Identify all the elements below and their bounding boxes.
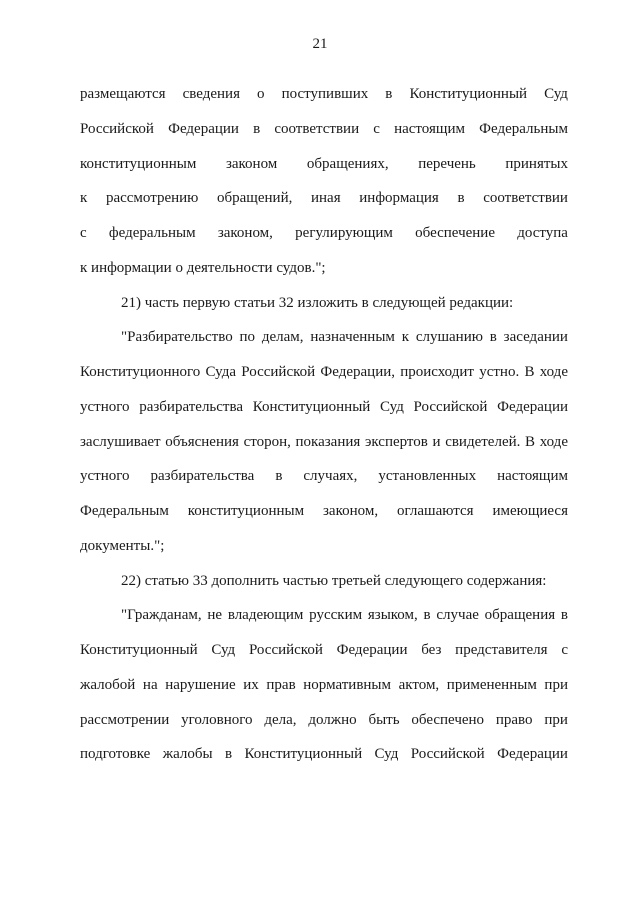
word: "Гражданам,: [121, 607, 202, 624]
text-line: [80, 257, 568, 279]
word: настоящим: [497, 468, 568, 485]
word: сведения: [182, 86, 240, 102]
word: в: [457, 190, 465, 207]
word: делам,: [261, 329, 304, 346]
word: уголовного: [181, 711, 253, 728]
word: имеющиеся: [492, 503, 568, 519]
word: конституционным: [80, 155, 197, 172]
word: с: [373, 120, 380, 137]
word: в: [225, 746, 233, 763]
word: Федеральным: [479, 120, 568, 137]
word: актом,: [398, 676, 440, 693]
text-line: [121, 604, 568, 626]
word: Суд: [211, 642, 236, 658]
text-line: [80, 222, 568, 244]
word: информация: [359, 190, 439, 207]
word: Российской: [241, 364, 316, 380]
word: обращений,: [217, 190, 293, 207]
text-line: [80, 153, 568, 175]
word: рассмотрению: [105, 190, 199, 207]
text-line: [80, 709, 568, 731]
word: заседании: [503, 329, 568, 346]
word: объяснения: [165, 433, 239, 450]
word: дела,: [264, 711, 297, 728]
word: Федерации: [168, 120, 239, 137]
word: Суд: [374, 746, 399, 763]
word: устно.: [479, 364, 520, 380]
word: законом,: [217, 225, 273, 241]
word: Суда: [205, 364, 236, 380]
word: языком,: [367, 607, 418, 624]
word: экспертов: [364, 433, 428, 450]
text-line: [80, 674, 568, 696]
word: поступивших: [281, 86, 369, 102]
word: Конституционного: [80, 364, 201, 380]
word: сторон,: [243, 433, 291, 450]
word: нарушение: [165, 676, 236, 693]
word: обращения: [484, 607, 556, 624]
text-line: [80, 431, 568, 453]
word: при: [544, 676, 568, 693]
word: в: [275, 468, 283, 485]
word: случаях,: [303, 468, 358, 485]
word: "Разбирательство: [121, 329, 233, 346]
word: Российской: [248, 642, 323, 658]
word: русским: [309, 607, 363, 624]
text-line: [80, 500, 568, 522]
word: федеральным: [108, 225, 196, 241]
word: Федерации: [497, 398, 568, 415]
word: рассмотрении: [80, 711, 170, 728]
word: происходит: [400, 364, 474, 380]
text-line: [80, 396, 568, 418]
word: представителя: [455, 642, 548, 658]
word: в: [385, 86, 393, 102]
word: Конституционный: [409, 86, 528, 102]
word: примененным: [446, 676, 537, 693]
word: не: [207, 607, 223, 624]
line-text: 21) часть первую статьи 32 изложить в следующей редакции:: [121, 294, 514, 311]
text-line: [80, 639, 568, 661]
word: иная: [311, 190, 341, 207]
word: Конституционный: [244, 746, 363, 763]
word: оглашаются: [396, 503, 474, 519]
word: ходе: [539, 364, 568, 380]
word: с: [80, 225, 87, 241]
word: Федеральным: [80, 503, 169, 519]
line-text: документы.";: [80, 537, 165, 554]
word: разбирательства: [139, 398, 244, 415]
word: В: [525, 433, 536, 450]
word: Российской: [413, 398, 488, 415]
word: заслушивает: [80, 433, 161, 450]
word: при: [544, 711, 568, 728]
word: Суд: [544, 86, 568, 102]
word: соответствии: [274, 120, 360, 137]
word: подготовке: [80, 746, 151, 763]
word: в: [423, 607, 431, 624]
word: разбирательства: [150, 468, 255, 485]
text-line: [80, 187, 568, 209]
word: нормативным: [303, 676, 392, 693]
word: случае: [436, 607, 479, 624]
word: Конституционный: [80, 642, 198, 658]
text-line: [80, 465, 568, 487]
word: без: [421, 642, 442, 658]
text-line: [121, 292, 568, 314]
text-line: [80, 535, 568, 557]
word: к: [80, 190, 88, 207]
word: конституционным: [187, 503, 305, 519]
word: в: [489, 329, 497, 346]
word: показания: [295, 433, 361, 450]
word: на: [142, 676, 158, 693]
word: Российской: [410, 746, 485, 763]
word: регулирующим: [295, 225, 393, 241]
word: обеспечено: [411, 711, 485, 728]
word: настоящим: [394, 120, 465, 137]
word: о: [257, 86, 265, 102]
word: свидетелей.: [445, 433, 521, 450]
word: устного: [80, 398, 130, 415]
word: Суд: [380, 398, 404, 415]
word: законом: [225, 155, 278, 172]
word: устного: [80, 468, 130, 485]
word: в: [253, 120, 261, 137]
word: Российской: [80, 120, 154, 137]
word: В: [524, 364, 535, 380]
word: право: [495, 711, 533, 728]
word: обращениях,: [306, 155, 389, 172]
word: владеющим: [227, 607, 304, 624]
text-line: [80, 743, 568, 765]
word: быть: [368, 711, 400, 728]
word: в: [560, 607, 568, 624]
word: установленных: [378, 468, 477, 485]
word: ходе: [539, 433, 568, 450]
line-text: к информации о деятельности судов.";: [80, 259, 326, 276]
word: обеспечение: [415, 225, 495, 241]
word: слушанию: [415, 329, 483, 346]
word: к: [401, 329, 410, 346]
word: перечень: [418, 155, 476, 172]
word: жалобы: [162, 746, 213, 763]
word: Конституционный: [252, 398, 371, 415]
text-line: [121, 326, 568, 348]
page-number: 21: [312, 36, 328, 52]
word: должно: [308, 711, 357, 728]
word: и: [432, 433, 441, 450]
word: принятых: [505, 155, 568, 172]
word: прав: [266, 676, 296, 693]
word: Федерации: [336, 642, 408, 658]
word: по: [239, 329, 256, 346]
line-text: 22) статью 33 дополнить частью третьей следующего содержания:: [121, 572, 547, 589]
word: Федерации,: [320, 364, 395, 380]
word: Федерации: [497, 746, 568, 763]
text-line: [80, 118, 568, 140]
word: с: [561, 642, 568, 658]
text-line: [121, 570, 568, 592]
text-line: [80, 83, 568, 105]
text-line: [80, 361, 568, 383]
word: соответствии: [483, 190, 568, 207]
word: жалобой: [80, 676, 136, 693]
word: размещаются: [80, 86, 166, 102]
word: законом,: [322, 503, 379, 519]
word: назначенным: [310, 329, 395, 346]
word: доступа: [517, 225, 568, 241]
word: их: [243, 676, 259, 693]
